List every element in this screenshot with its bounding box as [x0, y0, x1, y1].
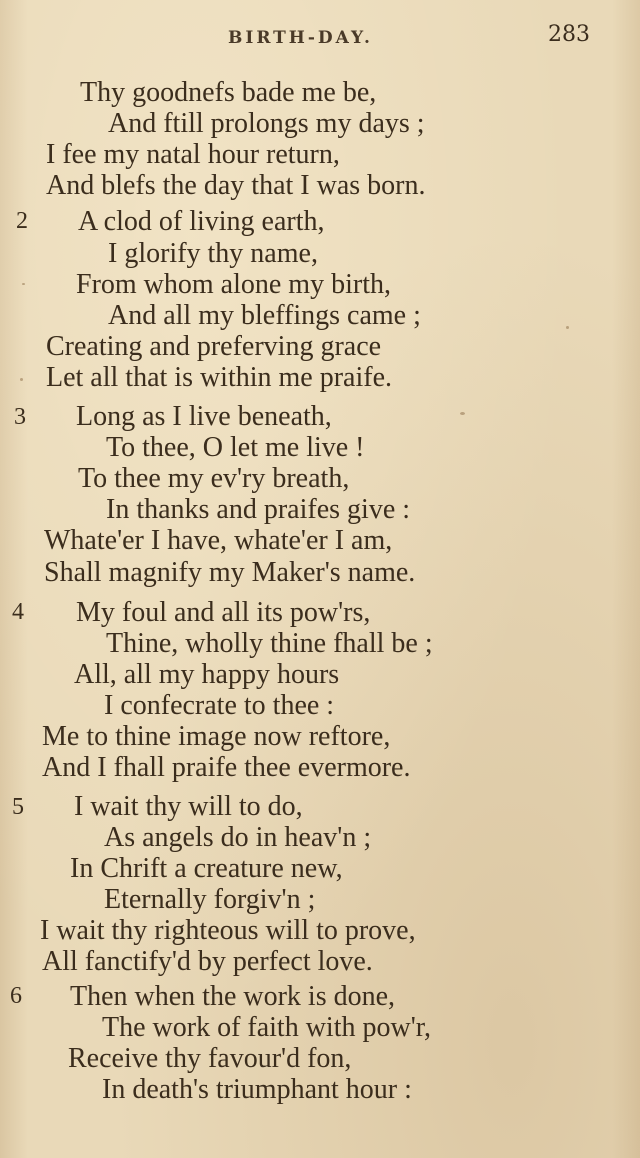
- verse-line: Thy goodnefs bade me be,: [80, 77, 377, 108]
- paper-speck: [20, 378, 23, 381]
- verse-line: And all my bleffings came ;: [108, 300, 421, 331]
- verse-line: From whom alone my birth,: [76, 269, 391, 300]
- verse-line: Shall magnify my Maker's name.: [44, 557, 416, 588]
- verse-line: Receive thy favour'd fon,: [68, 1043, 352, 1074]
- paper-speck: [566, 326, 569, 329]
- verse-line: I wait thy will to do,: [74, 791, 303, 822]
- verse-line: All, all my happy hours: [74, 659, 340, 690]
- verse-line: Me to thine image now reftore,: [42, 721, 391, 752]
- stanza-number: 6: [10, 983, 22, 1009]
- verse-line: Creating and preferving grace: [46, 331, 382, 362]
- verse-line: Whate'er I have, whate'er I am,: [44, 525, 393, 556]
- running-header: BIRTH-DAY.: [228, 28, 373, 48]
- verse-line: A clod of living earth,: [78, 206, 325, 237]
- verse-line: Thine, wholly thine fhall be ;: [106, 628, 433, 659]
- stanza-number: 4: [12, 599, 24, 625]
- verse-line: I fee my natal hour return,: [46, 139, 340, 170]
- verse-line: To thee, O let me live !: [106, 432, 365, 463]
- page-number: 283: [548, 22, 590, 47]
- verse-line: In Chrift a creature new,: [70, 853, 343, 884]
- verse-line: And blefs the day that I was born.: [46, 170, 426, 201]
- paper-speck: [22, 283, 25, 285]
- verse-line: And ftill prolongs my days ;: [108, 108, 425, 139]
- verse-line: And I fhall praife thee evermore.: [42, 752, 411, 783]
- verse-line: Eternally forgiv'n ;: [104, 884, 316, 915]
- verse-line: My foul and all its pow'rs,: [76, 597, 371, 628]
- verse-line: To thee my ev'ry breath,: [78, 463, 350, 494]
- verse-line: All fanctify'd by perfect love.: [42, 946, 373, 977]
- paper-speck: [460, 412, 465, 415]
- verse-line: The work of faith with pow'r,: [102, 1012, 431, 1043]
- stanza-number: 2: [16, 208, 28, 234]
- verse-line: I confecrate to thee :: [104, 690, 335, 721]
- verse-line: As angels do in heav'n ;: [104, 822, 372, 853]
- verse-line: I wait thy righteous will to prove,: [40, 915, 416, 946]
- stanza-number: 3: [14, 404, 26, 430]
- verse-line: Long as I live beneath,: [76, 401, 332, 432]
- verse-line: I glorify thy name,: [108, 238, 318, 269]
- verse-line: Let all that is within me praife.: [46, 362, 393, 393]
- verse-line: Then when the work is done,: [70, 981, 396, 1012]
- stanza-number: 5: [12, 794, 24, 820]
- verse-line: In death's triumphant hour :: [102, 1074, 412, 1105]
- verse-line: In thanks and praifes give :: [106, 494, 411, 525]
